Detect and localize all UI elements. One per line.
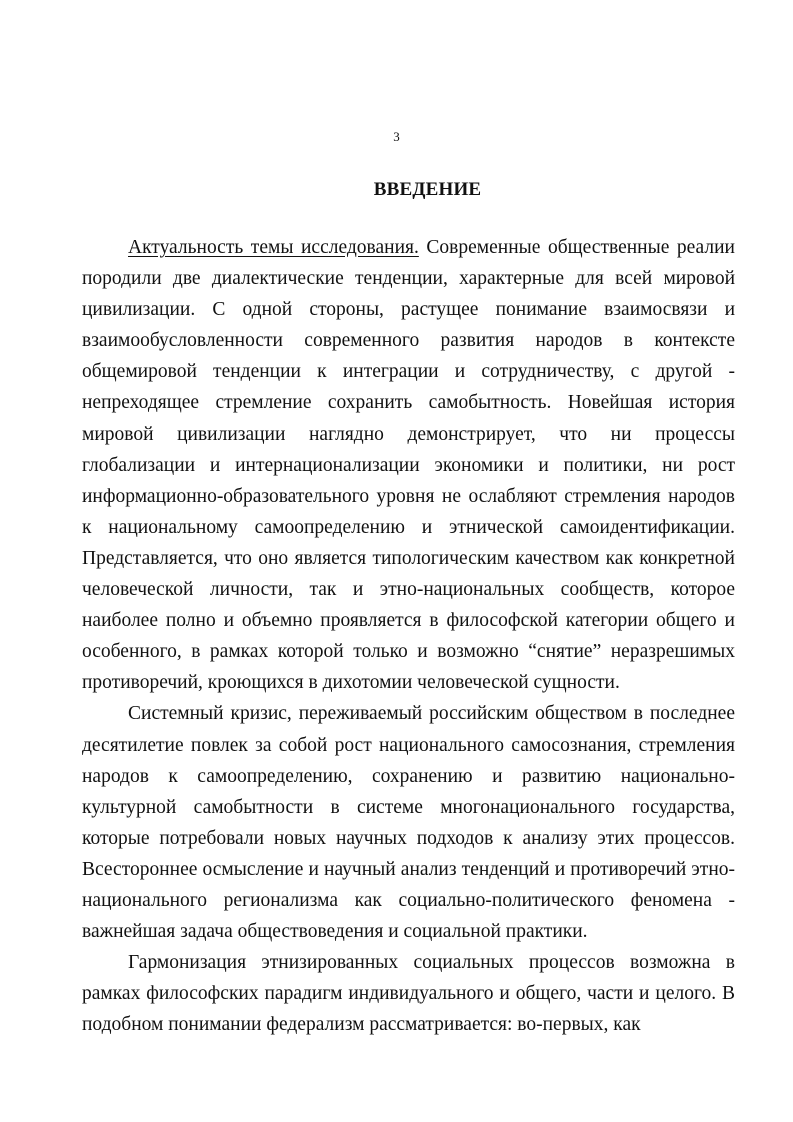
paragraph-systemic-crisis: Системный кризис, переживаемый российским обществом в последнее десятилетие повлек за собой рост национального самосознания, стремления народов к самоопределению, сохранению и развитию национально-культурной самобытности в системе многонационального государства, которые потребовали новых научных подходов к анализу этих процессов. Всестороннее осмысление и научный анализ тенденций и противоречий этно-национального регионализма как социально-политического феномена - важнейшая задача обществоведения и социальной практики. — [82, 703, 735, 943]
page-number: 3 — [393, 129, 400, 144]
body-text — [82, 232, 735, 1040]
paragraph-harmonization: Гармонизация этнизированных социальных процессов возможна в рамках философских парадигм индивидуального и общего, части и целого. В подобном понимании федерализм рассматривается: во-первых, как — [82, 952, 735, 1036]
section-heading: ВВЕДЕНИЕ — [373, 179, 482, 200]
paragraph-text: Современные общественные реалии породили две диалектические тенденции, характерные для всей мировой цивилизации. С одной стороны, растущее понимание взаимосвязи и взаимообусловленности современного развития народов в контексте общемировой тенденции к интеграции и сотрудничеству, с другой - непреходящее стремление сохранить самобытность. Новейшая история мировой цивилизации наглядно демонстрирует, что ни процессы глобализации и интернационализации экономики и политики, ни рост информационно-образовательного уровня не ослабляют стремления народов к национальному самоопределению и этнической самоидентификации. Представляется, что оно является типологическим качеством как конкретной человеческой личности, так и этно-национальных сообществ, которое наиболее полно и объемно проявляется в философской категории общего и особенного, в рамках которой только и возможно “снятие” неразрешимых противоречий, кроющихся в дихотомии человеческой сущности. — [82, 237, 735, 694]
paragraph-lead-relevance: Актуальность темы исследования. — [128, 237, 419, 258]
paragraph-relevance — [82, 232, 735, 698]
